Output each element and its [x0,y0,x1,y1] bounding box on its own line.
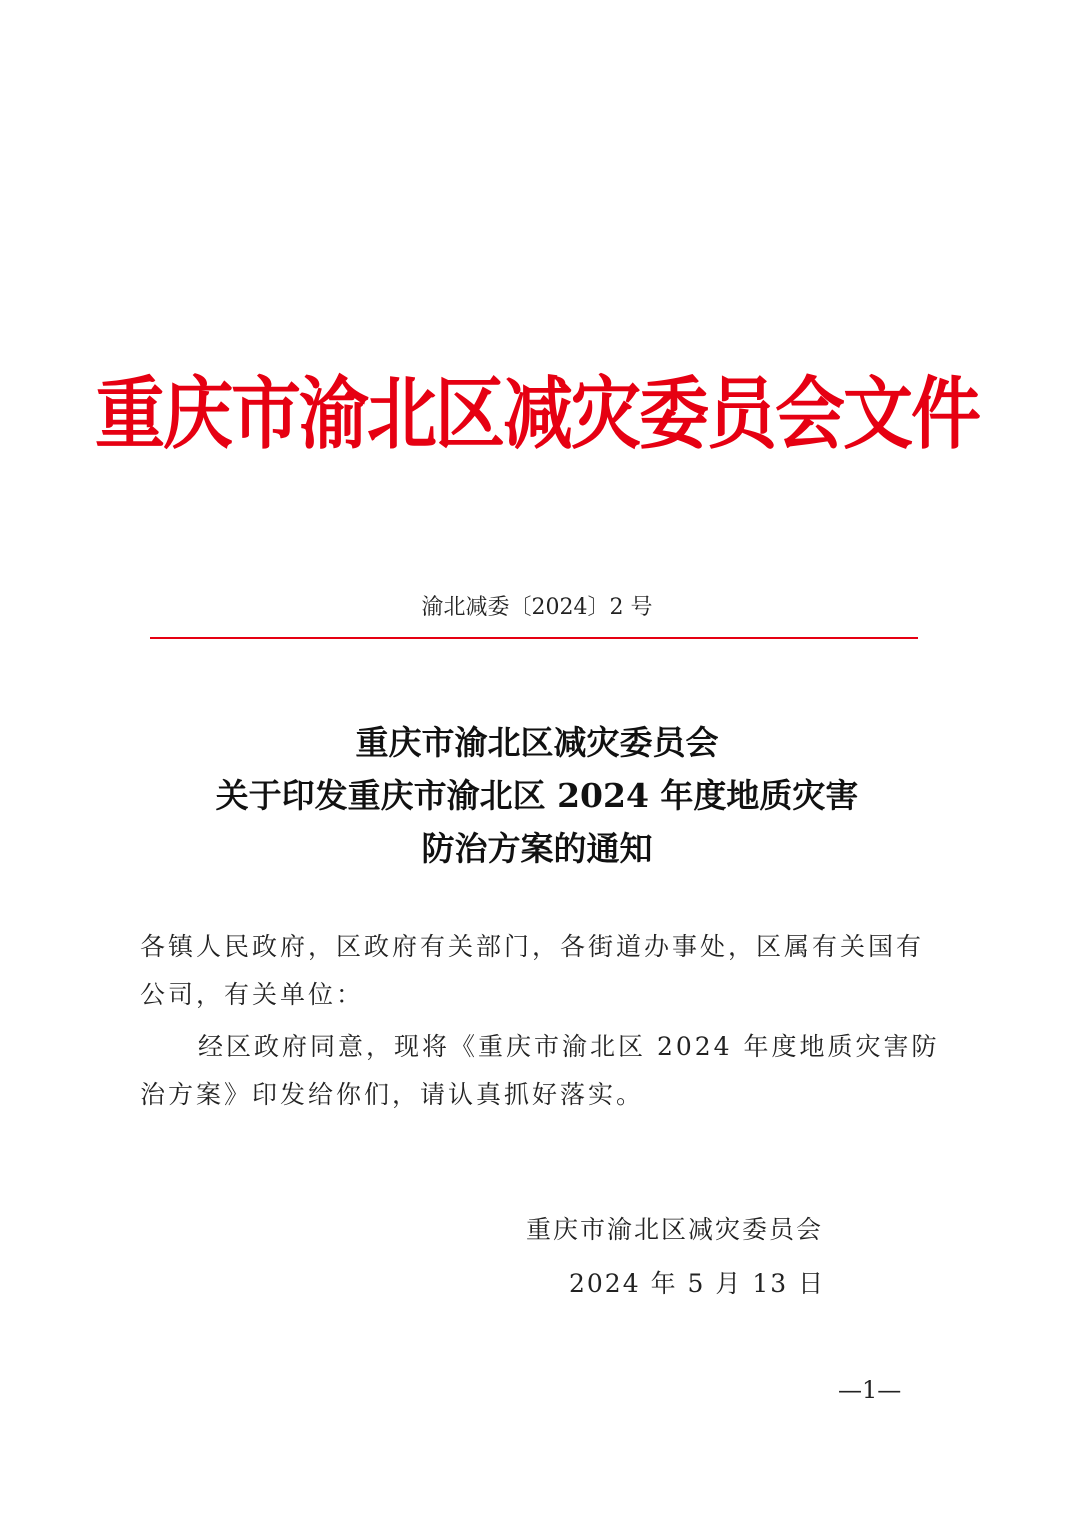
body-line-2: 治方案》印发给你们，请认真抓好落实。 [140,1080,645,1109]
body-line-1: 经区政府同意，现将《重庆市渝北区 2024 年度地质灾害防 [198,1032,940,1061]
page-number: —1— [838,1376,902,1404]
title-line-1: 重庆市渝北区减灾委员会 [355,723,719,762]
document-masthead: 重庆市渝北区减灾委员会文件 [95,366,979,460]
addressee-line-1: 各镇人民政府，区政府有关部门，各街道办事处，区属有关国有 [140,932,925,961]
red-divider-line [150,637,918,639]
title-line-3: 防治方案的通知 [421,829,653,868]
title-line-2: 关于印发重庆市渝北区 2024 年度地质灾害 [215,776,859,815]
signing-date: 2024 年 5 月 13 日 [569,1269,826,1298]
addressee-line-2: 公司，有关单位： [140,980,365,1009]
signing-organization: 重庆市渝北区减灾委员会 [526,1215,824,1244]
document-number: 渝北减委〔2024〕2 号 [421,595,653,620]
document-title [0,716,1074,875]
